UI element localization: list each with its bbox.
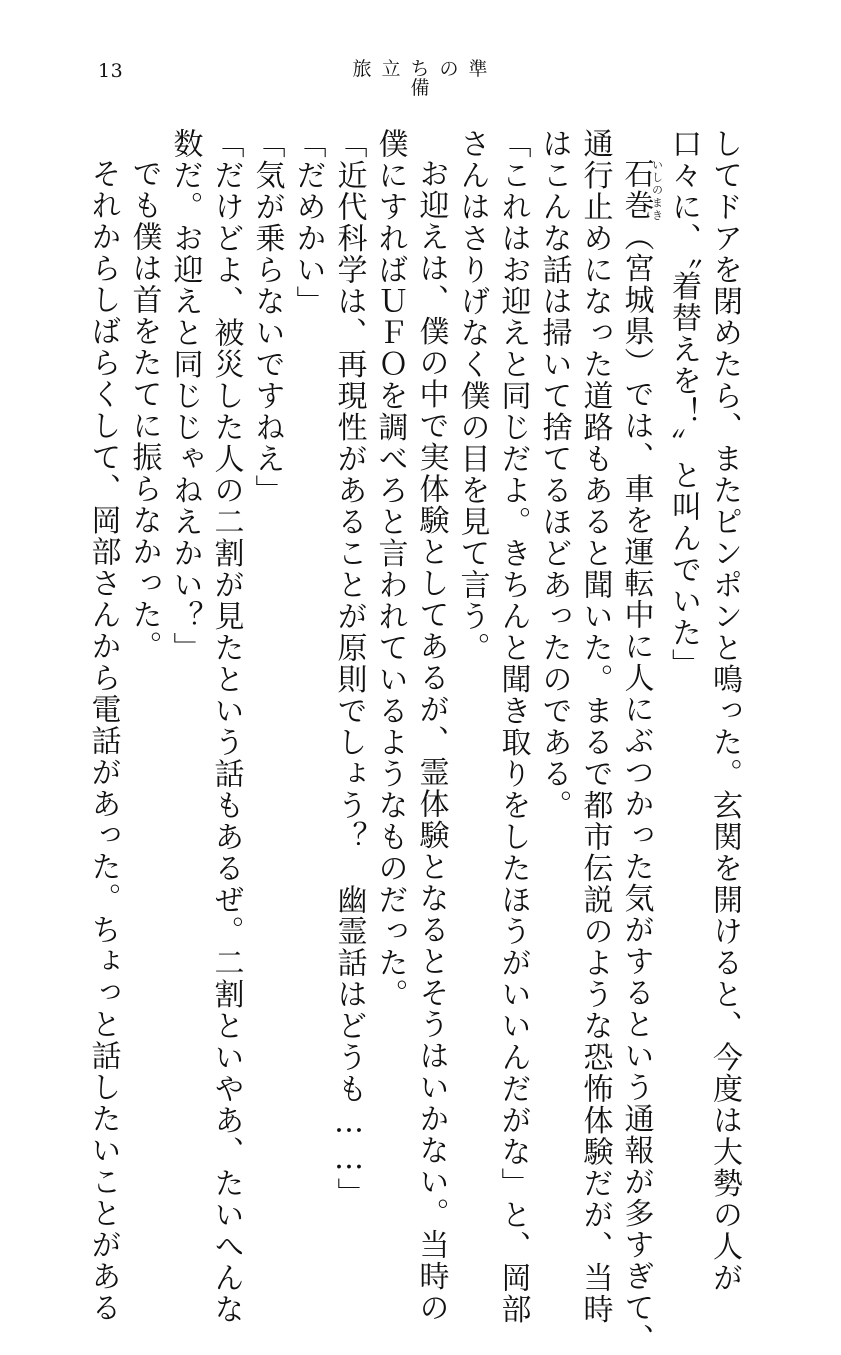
text-line: 通行止めになった道路もあると聞いた。まるで都市伝説のような恐怖体験だが、当時 (577, 128, 613, 1325)
ruby-word (618, 158, 664, 221)
text-line (616, 128, 664, 1355)
ruby-base: 石巻 (618, 158, 654, 221)
text-line: 「近代科学は、再現性があることが原則でしょう？ 幽霊話はどうも……」 (331, 128, 367, 1209)
text-line: お迎えは、僕の中で実体験としてあるが、霊体験となるとそうはいかない。当時の (413, 158, 449, 1324)
text-line: はこんな話は掃いて捨てるほどあったのである。 (536, 128, 572, 821)
body-text (83, 128, 746, 1355)
text-line: 僕にすればＵＦＯを調べろと言われているようなものだった。 (372, 128, 408, 1010)
page-number: 13 (98, 60, 124, 82)
text-line: 「気が乗らないですねえ」 (249, 128, 285, 506)
text-line: 「だめかい」 (290, 128, 326, 317)
text-line: 数だ。お迎えと同じじゃねえかい？」 (167, 128, 203, 664)
running-title: 旅立ちの準備 (352, 58, 498, 99)
text-line: 「これはお迎えと同じだよ。きちんと聞き取りをしたほうがいいんだがな」と、岡部 (495, 128, 531, 1325)
text-line: 口々に、〝着替えを！〟と叫んでいた」 (666, 128, 701, 680)
text-line: それからしばらくして、岡部さんから電話があった。ちょっと話したいことがある (85, 158, 121, 1324)
ruby-reading: いしのまき (650, 158, 664, 221)
text-line: でも僕は首をたてに振らなかった。 (126, 158, 162, 662)
text-line: 「だけどよ、被災した人の二割が見たという話もあるぜ。二割といやあ、たいへんな (208, 128, 244, 1325)
text-line: してドアを閉めたら、またピンポンと鳴った。玄関を開けると、今度は大勢の人が (707, 128, 742, 1294)
text-line-rest: （宮城県）では、車を運転中に人にぶつかった気がするという通報が多すぎて、 (618, 221, 654, 1355)
text-line: さんはさりげなく僕の目を見て言う。 (454, 128, 490, 664)
